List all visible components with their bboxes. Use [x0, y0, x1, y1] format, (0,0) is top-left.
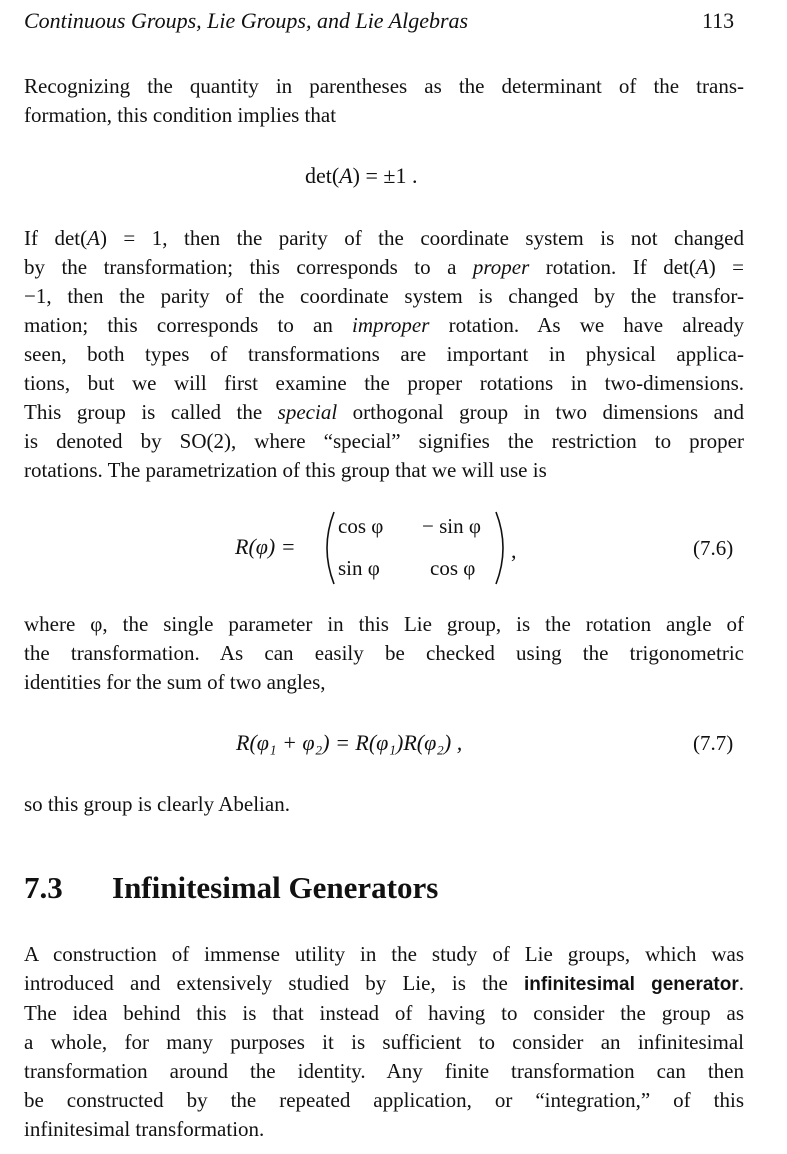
equation-determinant: det(A) = ±1 .	[305, 163, 418, 188]
text-line: a whole, for many purposes it is sufficient to consider an infinitesimal	[24, 1030, 744, 1054]
paragraph-proper-improper	[24, 224, 744, 485]
text-line: transformation around the identity. Any finite transformation can then	[24, 1059, 744, 1083]
running-header-title: Continuous Groups, Lie Groups, and Lie Algebras	[24, 8, 469, 33]
matrix-cell-12: − sin φ	[422, 514, 481, 538]
text-line: −1, then the parity of the coordinate system is changed by the transfor-	[24, 284, 744, 308]
text-line: The idea behind this is that instead of having to consider the group as	[24, 1001, 744, 1025]
section-heading	[24, 870, 438, 906]
emphasis-improper: improper	[352, 313, 430, 337]
paragraph-infinitesimal-generator	[24, 940, 744, 1144]
matrix-cell-21: sin φ	[338, 556, 380, 580]
text-line: Recognizing the quantity in parentheses as the determinant of the trans-	[24, 74, 744, 98]
paragraph-parameter	[24, 610, 744, 697]
text-line: the transformation. As can easily be checked using the trigonometric	[24, 641, 744, 665]
equation-number-7-6: (7.6)	[693, 536, 734, 560]
emphasis-special: special	[277, 400, 338, 424]
text-line: identities for the sum of two angles,	[24, 670, 326, 694]
text-line: where φ, the single parameter in this Lie group, is the rotation angle of	[24, 612, 744, 636]
equation-7-7: R(φ₁ + φ₂) = R(φ₁)R(φ₂) ,	[236, 730, 463, 755]
text-line: tions, but we will first examine the proper rotations in two-dimensions.	[24, 371, 744, 395]
term-infinitesimal-generator: infinitesimal generator	[524, 974, 739, 995]
paragraph-determinant-intro	[24, 72, 744, 130]
text-line: is denoted by SO(2), where “special” signifies the restriction to proper	[24, 429, 744, 453]
emphasis-proper: proper	[472, 255, 530, 279]
equation-7-6-lhs: R(φ) =	[235, 534, 296, 559]
text-line: introduced and extensively studied by Lie, is the infinitesimal generator.	[24, 971, 744, 995]
text-line: by the transformation; this corresponds to a proper rotation. If det(A) =	[24, 255, 745, 279]
text-line: This group is called the special orthogonal group in two dimensions and	[24, 400, 744, 424]
text-line: seen, both types of transformations are important in physical applica-	[24, 342, 744, 366]
matrix-cell-22: cos φ	[430, 556, 476, 580]
text-line: rotations. The parametrization of this group that we will use is	[24, 458, 547, 482]
text-line: formation, this condition implies that	[24, 103, 337, 127]
text-line: If det(A) = 1, then the parity of the coordinate system is not changed	[24, 226, 744, 250]
text-line: A construction of immense utility in the study of Lie groups, which was	[24, 942, 744, 966]
rotation-matrix	[318, 508, 518, 588]
page-number: 113	[702, 8, 735, 33]
section-number: 7.3	[24, 870, 63, 905]
paragraph-abelian	[24, 790, 744, 819]
equation-number-7-7: (7.7)	[693, 731, 734, 755]
text-line: be constructed by the repeated application, or “integration,” of this	[24, 1088, 744, 1112]
section-title: Infinitesimal Generators	[112, 870, 439, 905]
text-line: so this group is clearly Abelian.	[24, 792, 290, 816]
text-line: mation; this corresponds to an improper rotation. As we have already	[24, 313, 744, 337]
text-line: infinitesimal transformation.	[24, 1117, 265, 1141]
equation-7-6-comma: ,	[511, 538, 517, 563]
matrix-cell-11: cos φ	[338, 514, 384, 538]
